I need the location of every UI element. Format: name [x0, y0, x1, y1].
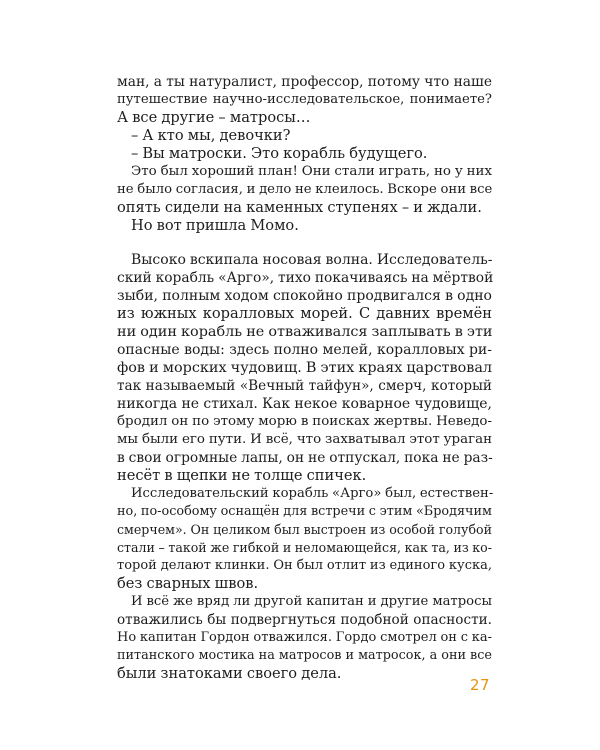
- text-line: стали – такой же гибкой и неломающейся, как та, из ко-: [117, 540, 492, 555]
- text-line: не было согласия, и дело не клеилось. Вскоре они все: [117, 182, 493, 197]
- dialogue-line: – А кто мы, девочки?: [131, 127, 291, 144]
- text-line: зыби, полным ходом спокойно продвигался в одно: [117, 288, 492, 304]
- text-line: несёт в щепки не толще спичек.: [117, 467, 367, 484]
- text-line: никогда не стихал. Как некое коварное чудовище,: [117, 396, 492, 412]
- paragraph-first-line: Высоко вскипала носовая волна. Исследователь-: [131, 252, 493, 268]
- text-line: путешествие научно-исследовательское, понимаете?: [117, 92, 492, 107]
- text-line: без сварных швов.: [117, 575, 259, 592]
- text-line: фов и морских чудовищ. В этих краях царствовал: [117, 360, 493, 376]
- text-line: торой делают клинки. Он был отлит из единого куска,: [117, 558, 492, 573]
- text-line: смерчем». Он целиком был выстроен из особой голубой: [117, 522, 492, 537]
- text-line: ни один корабль не отваживался заплывать в эти: [117, 324, 493, 340]
- text-line: ский корабль «Арго», тихо покачиваясь на мёртвой: [117, 270, 494, 286]
- text-line: питанского мостика на матросов и матросок, а они все: [117, 648, 492, 663]
- page-number: 27: [470, 676, 491, 694]
- text-line: опять сидели на каменных ступенях – и ждали.: [117, 199, 482, 216]
- text-line: А все другие – матросы…: [117, 109, 311, 126]
- text-line: Но капитан Гордон отважился. Гордо смотрел он с ка-: [117, 630, 492, 645]
- text-line: были знатоками своего дела.: [117, 665, 342, 682]
- text-line: ман, а ты натуралист, профессор, потому что наше: [117, 74, 492, 90]
- text-line: в свои огромные лапы, он не отпускал, пока не раз-: [117, 450, 493, 466]
- text-line: отважились бы подвергнуться подобной опасности.: [117, 612, 492, 628]
- text-line: из южных коралловых морей. С давних времён: [117, 305, 492, 322]
- paragraph-first-line: Исследовательский корабль «Арго» был, естествен-: [131, 486, 494, 501]
- dialogue-line: – Вы матроски. Это корабль будущего.: [131, 145, 428, 162]
- paragraph-first-line: Это был хороший план! Они стали играть, но у них: [131, 164, 492, 179]
- text-line: бродил он по этому морю в поисках жертвы. Неведо-: [117, 414, 492, 429]
- paragraph-first-line: И всё же вряд ли другой капитан и другие матросы: [131, 594, 492, 609]
- paragraph-first-line: Но вот пришла Момо.: [131, 217, 299, 234]
- text-line: но, по-особому оснащён для встречи с этим «Бродячим: [117, 504, 492, 519]
- text-line: мы были его пути. И всё, что захватывал этот ураган: [117, 432, 492, 447]
- text-line: опасные воды: здесь полно мелей, коралловых ри-: [117, 342, 492, 358]
- text-line: так называемый «Вечный тайфун», смерч, который: [117, 378, 492, 394]
